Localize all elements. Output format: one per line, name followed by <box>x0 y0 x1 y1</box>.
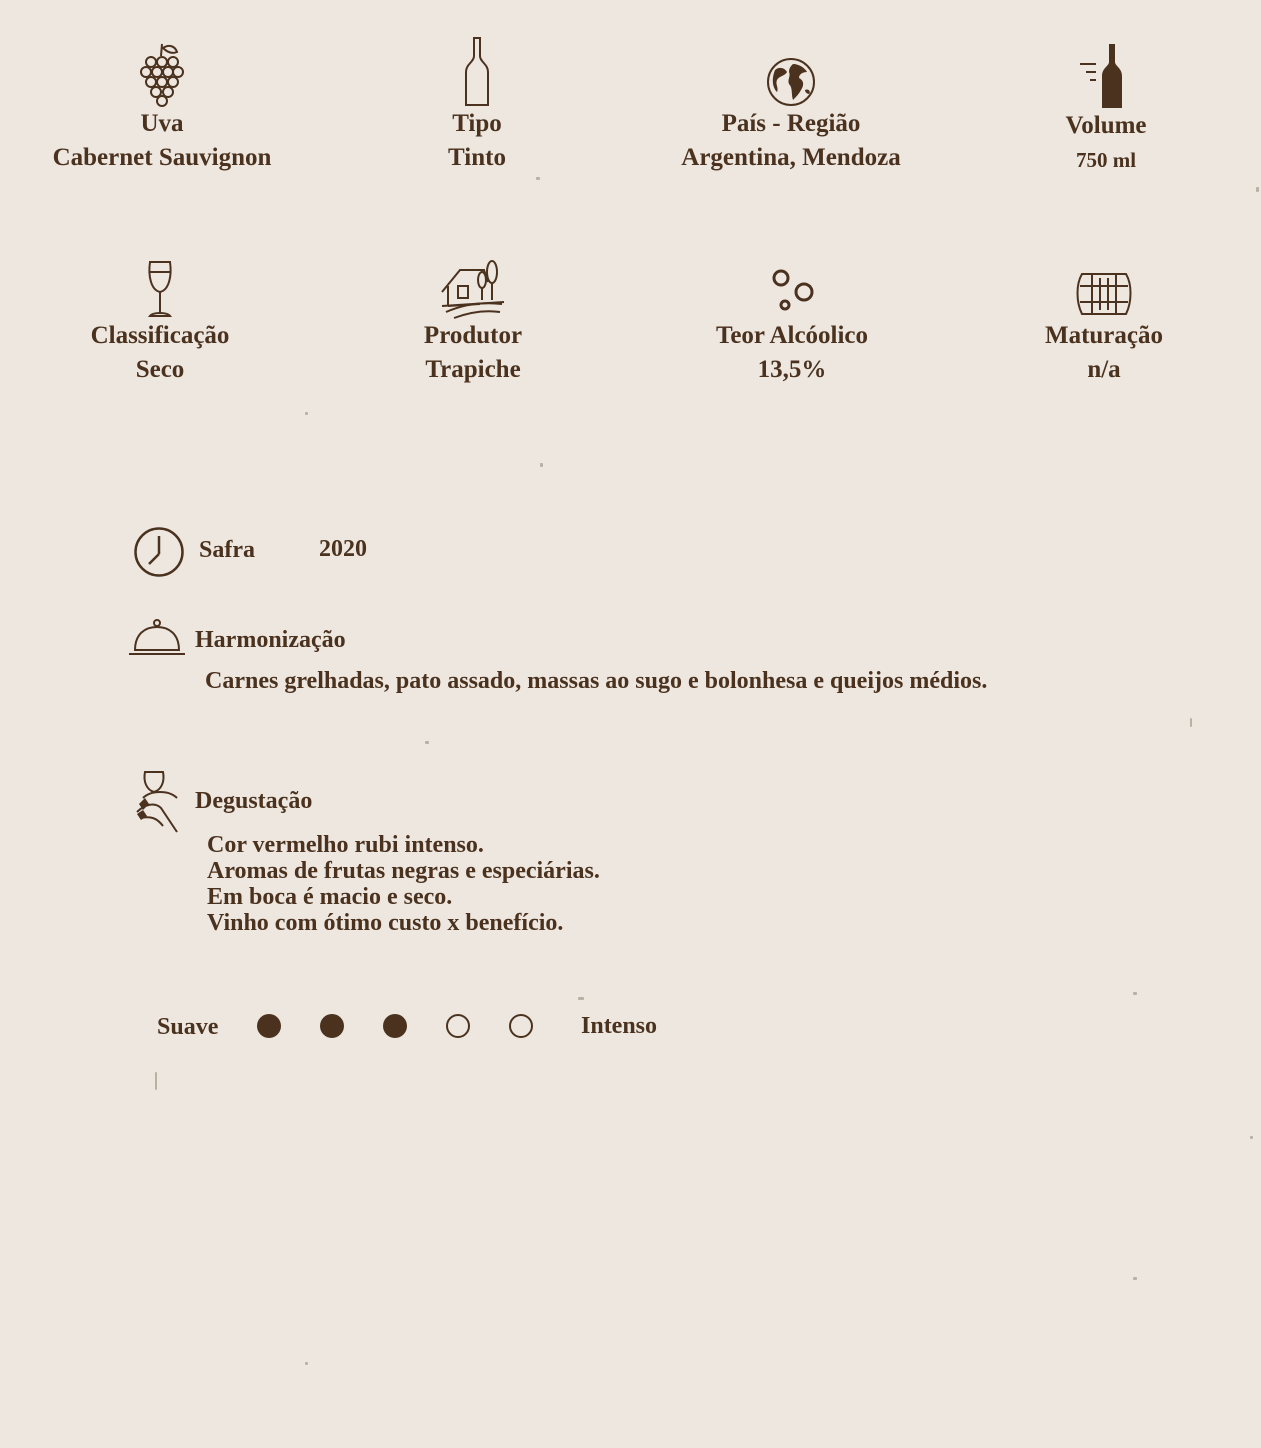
attribute-value: 13,5% <box>757 356 827 383</box>
intensity-min-label: Suave <box>157 1014 219 1040</box>
attribute-value: Cabernet Sauvignon <box>52 144 272 171</box>
barrel-icon <box>1074 268 1134 320</box>
attribute-volume <box>946 42 1261 178</box>
cloche-icon <box>127 618 187 658</box>
attribute-value: Trapiche <box>425 356 521 383</box>
attribute-value: Argentina, Mendoza <box>681 144 901 171</box>
degustacao-text <box>207 832 600 936</box>
attribute-label: Uva <box>140 110 184 137</box>
attribute-value: n/a <box>1087 356 1121 383</box>
intensity-dot-filled <box>320 1014 344 1038</box>
attribute-label: Classificação <box>90 322 230 349</box>
bottle-filled-icon <box>1076 42 1136 110</box>
intensity-dot-empty <box>509 1014 533 1038</box>
intensity-dot-filled <box>257 1014 281 1038</box>
intensity-max-label: Intenso <box>581 1013 658 1039</box>
safra-value: 2020 <box>319 536 367 562</box>
attribute-label: Produtor <box>423 322 523 349</box>
attribute-label: Maturação <box>1044 322 1164 349</box>
attribute-label: País - Região <box>721 110 861 137</box>
degustacao-line: Cor vermelho rubi intenso. <box>207 832 484 858</box>
wine-glass-icon <box>145 260 175 320</box>
degustacao-label: Degustação <box>195 788 313 814</box>
intensity-dot-empty <box>446 1014 470 1038</box>
bubbles-icon <box>767 264 817 320</box>
clock-icon <box>133 526 185 578</box>
attribute-value: Tinto <box>448 144 506 171</box>
attribute-value: 750 ml <box>1075 148 1137 172</box>
globe-icon <box>765 56 817 108</box>
attribute-label: Volume <box>1065 112 1147 139</box>
bottle-outline-icon <box>464 36 490 108</box>
tasting-hand-icon <box>133 768 183 836</box>
vineyard-icon <box>440 260 506 320</box>
attribute-produtor <box>313 260 633 388</box>
safra-label: Safra <box>199 537 255 563</box>
degustacao-line: Aromas de frutas negras e especiárias. <box>207 858 600 884</box>
intensity-dot-filled <box>383 1014 407 1038</box>
attribute-tipo <box>317 36 637 176</box>
attribute-value: Seco <box>135 356 185 383</box>
attribute-teor-alcoolico <box>632 264 952 388</box>
attribute-label: Tipo <box>452 110 502 137</box>
grape-icon <box>139 42 185 108</box>
harmonizacao-text: Carnes grelhadas, pato assado, massas ao sugo e bolonhesa e queijos médios. <box>205 668 988 694</box>
degustacao-line: Vinho com ótimo custo x benefício. <box>207 910 564 936</box>
attribute-maturacao <box>944 268 1261 388</box>
attribute-pais-regiao <box>631 56 951 176</box>
degustacao-line: Em boca é macio e seco. <box>207 884 453 910</box>
attribute-uva <box>2 42 322 176</box>
attribute-classificacao <box>0 260 320 388</box>
attribute-label: Teor Alcóolico <box>715 322 869 349</box>
harmonizacao-label: Harmonização <box>195 627 346 653</box>
